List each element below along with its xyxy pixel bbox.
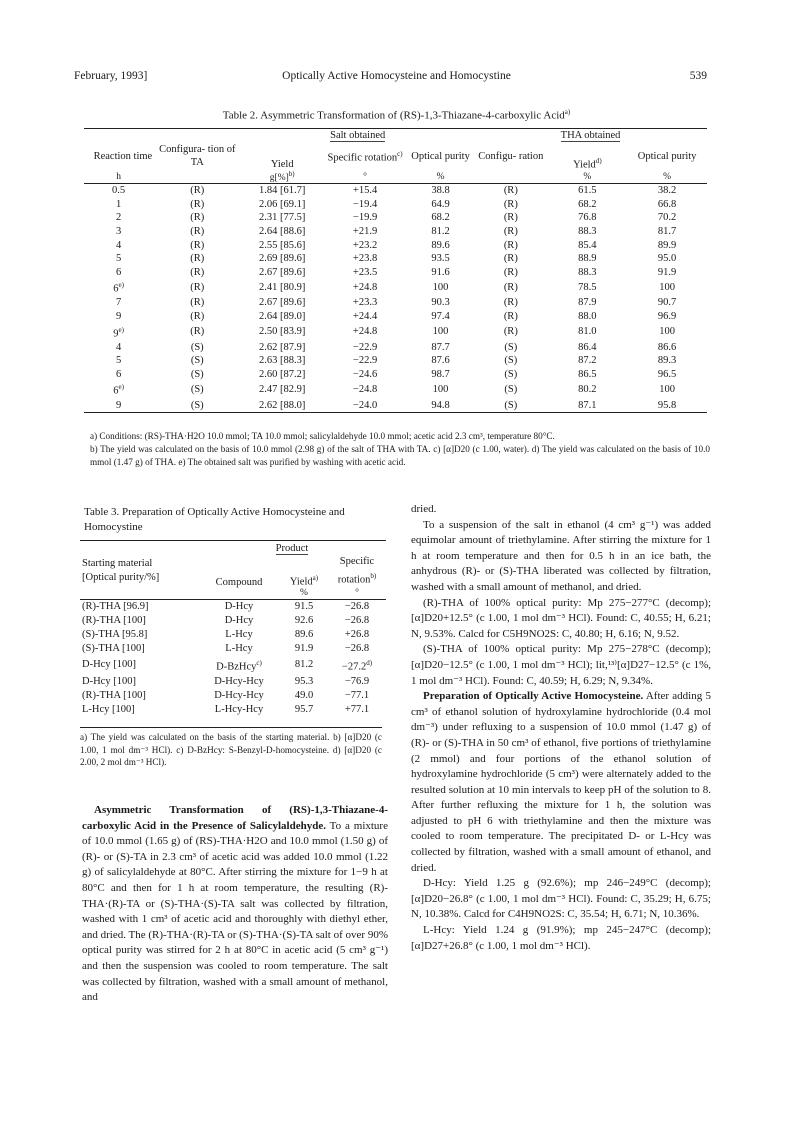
specific-rotation-cell: +24.4 <box>352 311 378 322</box>
compound-cell <box>198 600 280 614</box>
product-yield-cell: 91.9 <box>294 643 314 654</box>
header-date: February, 1993] <box>74 70 148 82</box>
product-rotation-cell <box>328 703 386 717</box>
reaction-time-value: 5 <box>115 253 122 265</box>
starting-material-cell: (S)-THA [95.8] <box>82 629 148 640</box>
compound-cell <box>198 628 280 642</box>
optical-purity-tha-cell: 90.7 <box>657 297 677 309</box>
salt-yield-cell: 2.62 [87.9] <box>259 341 306 353</box>
configuration-tha-cell: (S) <box>504 399 518 411</box>
configuration-ta-cell: (R) <box>190 297 205 309</box>
reaction-time-value: 6 <box>115 368 122 380</box>
salt-yield-header: Yield <box>270 159 294 170</box>
salt-yield-cell: 2.64 [89.0] <box>259 311 306 322</box>
specific-rotation-cell: +23.8 <box>352 253 378 265</box>
product-rotation-value: −26.8 <box>344 643 370 654</box>
reaction-time-cell <box>84 225 153 239</box>
reaction-time-value: 6 <box>113 283 119 295</box>
specific-rotation-cell: −22.9 <box>352 341 378 353</box>
unit-rotation: ° <box>363 171 367 182</box>
compound-cell <box>198 614 280 628</box>
product-rotation-cell <box>328 689 386 703</box>
tha-yield-cell: 87.9 <box>578 297 597 309</box>
optical-purity-tha-cell: 100 <box>659 282 675 294</box>
salt-yield-cell: 2.31 [77.5] <box>259 212 306 224</box>
configuration-ta-cell: (R) <box>190 225 205 237</box>
page-number: 539 <box>689 70 707 82</box>
table2 <box>84 128 707 413</box>
table-row <box>84 341 707 355</box>
table-row <box>80 656 386 675</box>
table3-body <box>80 600 386 717</box>
table-row <box>84 266 707 280</box>
compound-value: D-Hcy-Hcy <box>214 675 264 687</box>
product-rotation-value: −27.2 <box>341 661 367 673</box>
reaction-time-cell <box>84 279 153 296</box>
optical-purity-tha-cell: 81.7 <box>657 225 677 237</box>
configuration-ta-cell: (S) <box>190 341 204 353</box>
optical-purity-salt-cell: 87.7 <box>431 341 450 353</box>
salt-yield-cell: 2.41 [80.9] <box>259 282 306 294</box>
starting-material-cell: (S)-THA [100] <box>82 643 145 654</box>
configuration-tha-cell: (R) <box>503 185 518 197</box>
optical-purity-tha-cell: 86.6 <box>657 341 677 353</box>
reaction-time-value: 3 <box>115 225 122 237</box>
reaction-time-cell <box>84 296 153 310</box>
configuration-ta-cell: (R) <box>190 253 205 265</box>
tha-yield-cell: 87.2 <box>578 355 597 367</box>
paragraph: To a suspension of the salt in ethanol (4 cm³ g⁻¹) was added equimolar amount of triethylamine. After stirring the mixture for 1 h at room temperature and then for 0.5 h in an ice bath, the anhydrous (R)- or (S)-THA liberated was collected by filtration, washed with a small amount of methanol, and dried. <box>411 518 711 593</box>
compound-cell <box>198 675 280 689</box>
starting-material-header: Starting material <box>82 558 153 570</box>
salt-yield-cell: 2.63 [88.3] <box>259 355 306 367</box>
optical-purity-tha-cell: 66.8 <box>657 198 677 210</box>
starting-material-cell: D-Hcy [100] <box>82 659 136 671</box>
product-rotation-cell <box>328 656 386 675</box>
optical-purity-salt-cell: 98.7 <box>431 368 450 380</box>
configuration-ta-cell: (R) <box>190 266 205 278</box>
unit-purity-salt: % <box>436 171 445 182</box>
configuration-tha-cell: (R) <box>503 239 518 251</box>
product-rotation-cell <box>328 614 386 628</box>
reaction-time-value: 4 <box>115 341 122 353</box>
optical-purity-salt-cell: 100 <box>432 384 449 396</box>
optical-purity-salt-cell: 38.8 <box>431 185 450 197</box>
product-yield-cell: 49.0 <box>294 689 314 701</box>
compound-cell <box>198 656 280 675</box>
reaction-time-cell <box>84 252 153 266</box>
tha-yield-cell: 88.9 <box>578 253 597 265</box>
specific-rotation-cell: +23.2 <box>352 239 378 251</box>
optical-purity-salt-cell: 90.3 <box>431 297 450 309</box>
salt-yield-cell: 1.84 [61.7] <box>259 185 306 197</box>
rotation-footnote: d) <box>366 659 373 667</box>
reaction-time-cell <box>84 184 153 198</box>
salt-yield-cell: 2.55 [85.6] <box>259 239 306 251</box>
paragraph: After adding 5 cm³ of ethanol solution of hydroxylamine hydrochloride (0.4 mol dm⁻³) under refluxing to a suspension of 10.0 mmol (1.47 g) of (R)- or (S)-THA in 50 cm³ of ethanol, five portions of triethylamine (2 mmol) and four portions of the ethanol solution of hydroxylamine hydrochloride (5 cm³) were alternately added to the resulted solution at 10 min intervals to keep pH of the solution to 8. After further refluxing the mixture for 1 h, the solution was adjusted to pH 6 with triethylamine and then the mixture was cooled to room temperature. The precipitated D- or L-Hcy was collected by filtration, washed with a small amount of ethanol, and dried. <box>411 690 711 874</box>
optical-purity-tha-cell: 100 <box>659 326 675 338</box>
section-title-homocysteine: Preparation of Optically Active Homocysteine. <box>423 690 644 703</box>
section-title-asymmetric: Asymmetric Transformation of (RS)-1,3-Thiazane-4-carboxylic Acid in the Presence of Salicylaldehyde. <box>82 804 388 832</box>
product-yield-cell: 91.5 <box>294 601 314 612</box>
specific-rotation-cell: +21.9 <box>352 225 378 237</box>
table-row <box>84 211 707 225</box>
table-row <box>80 689 386 703</box>
compound-value: L-Hcy <box>225 643 253 654</box>
table-row <box>84 225 707 239</box>
reaction-time-cell <box>84 310 153 324</box>
optical-purity-tha-header: Optical purity <box>637 150 697 162</box>
reaction-time-cell <box>84 198 153 212</box>
tha-yield-sup: d) <box>595 156 602 165</box>
optical-purity-tha-cell: 70.2 <box>657 212 677 224</box>
starting-material-cell: (R)-THA [100] <box>82 689 146 701</box>
optical-purity-salt-cell: 94.8 <box>431 399 450 411</box>
configuration-tha-cell: (R) <box>503 326 518 338</box>
product-rotation-cell <box>328 600 386 614</box>
reaction-time-value: 5 <box>115 355 122 367</box>
tha-yield-cell: 78.5 <box>578 282 597 294</box>
configuration-tha-cell: (R) <box>503 297 518 309</box>
tha-yield-cell: 80.2 <box>578 384 597 396</box>
tha-yield-header: Yield <box>573 159 596 170</box>
t3-unit-yield: % <box>300 588 308 599</box>
table-row <box>84 239 707 253</box>
specific-rotation-header: Specific rotation <box>327 152 398 164</box>
specific-rotation-sup: c) <box>397 149 403 158</box>
product-rotation-cell <box>328 642 386 656</box>
salt-yield-cell: 2.69 [89.6] <box>259 253 306 265</box>
starting-material-cell: D-Hcy [100] <box>82 675 136 687</box>
reaction-time-cell <box>84 239 153 253</box>
tha-yield-cell: 88.3 <box>578 225 597 237</box>
configuration-ta-cell: (R) <box>190 185 205 197</box>
compound-value: L-Hcy <box>225 629 253 640</box>
specific-rotation-cell: +23.5 <box>352 266 378 278</box>
t3-rotation-header: Specific rotation <box>337 556 375 586</box>
t3-rotation-sup: b) <box>370 572 377 580</box>
reaction-time-value: 2 <box>115 212 122 224</box>
table3-notes: a) The yield was calculated on the basis of the starting material. b) [α]D20 (c 1.00, 1 mol dm⁻³ HCl). c) D-BzHcy: S-Benzyl-D-homocysteine. d) [α]D20 (c 2.00, 2 mol dm⁻³ HCl). <box>80 727 382 769</box>
paragraph: L-Hcy: Yield 1.24 g (91.9%); mp 245−247°C (decomp); [α]D27+26.8° (c 1.00, 1 mol dm⁻³ HCl). <box>411 924 711 952</box>
tha-yield-cell: 86.5 <box>578 368 597 380</box>
table-row <box>80 614 386 628</box>
specific-rotation-cell: −19.9 <box>352 212 378 224</box>
tha-yield-cell: 88.0 <box>578 311 597 322</box>
salt-yield-cell: 2.67 [89.6] <box>259 297 306 309</box>
table3 <box>80 540 386 717</box>
optical-purity-salt-cell: 100 <box>432 282 449 294</box>
configuration-ta-cell: (S) <box>190 384 204 396</box>
table2-caption-sup: a) <box>564 108 571 116</box>
table-row <box>84 296 707 310</box>
product-rotation-value: +26.8 <box>344 629 370 640</box>
product-rotation-cell <box>328 675 386 689</box>
configuration-tha-cell: (R) <box>503 212 518 224</box>
reaction-time-cell <box>84 211 153 225</box>
configuration-ta-cell: (R) <box>190 282 205 294</box>
reaction-time-value: 0.5 <box>112 185 126 197</box>
tha-yield-cell: 68.2 <box>578 198 597 210</box>
paragraph: D-Hcy: Yield 1.25 g (92.6%); mp 246−249°C (decomp); [α]D20−26.8° (c 1.00, 1 mol dm⁻³ HCl). Found: C, 35.29; H, 6.75; N, 10.38%. Calcd for C4H9NO2S: C, 35.54; H, 6.71; N, 10.36%. <box>411 877 711 921</box>
optical-purity-tha-cell: 89.3 <box>657 355 677 367</box>
table2-caption-text: Table 2. Asymmetric Transformation of (RS)-1,3-Thiazane-4-carboxylic Acid <box>222 109 565 122</box>
specific-rotation-cell: +24.8 <box>352 282 378 294</box>
table2-note: a) Conditions: (RS)-THA·H2O 10.0 mmol; TA 10.0 mmol; salicylaldehyde 10.0 mmol; acetic acid 2.3 cm³, temperature 80°C. <box>90 431 555 441</box>
product-rotation-value: −77.1 <box>344 689 370 701</box>
optical-purity-tha-cell: 38.2 <box>657 185 677 197</box>
reaction-time-value: 9 <box>113 328 119 340</box>
unit-time: h <box>116 171 121 182</box>
tha-yield-cell: 87.1 <box>578 399 597 411</box>
table-row <box>84 184 707 198</box>
compound-cell <box>198 642 280 656</box>
configuration-tha-cell: (R) <box>503 198 518 210</box>
t3-yield-sup: a) <box>312 574 319 582</box>
reaction-time-value: 1 <box>115 198 122 210</box>
optical-purity-salt-cell: 91.6 <box>431 266 450 278</box>
specific-rotation-cell: −22.9 <box>352 355 378 367</box>
configuration-tha-header: Configu- ration <box>478 150 544 162</box>
configuration-ta-cell: (S) <box>190 368 204 380</box>
table2-body <box>84 184 707 413</box>
product-rotation-value: −26.8 <box>344 601 370 612</box>
specific-rotation-cell: +24.8 <box>352 326 378 338</box>
configuration-tha-cell: (R) <box>503 253 518 265</box>
reaction-time-cell <box>84 324 153 341</box>
paragraph: (S)-THA of 100% optical purity: Mp 275−278°C (decomp); [α]D20−12.5° (c 1.00, 1 mol dm⁻³ HCl); lit,¹³⁾[α]D27−12.5° (c 1%, 1 mol dm⁻³ HCl). Found: C, 40.59; H, 6.29; N, 9.34%. <box>411 643 711 687</box>
configuration-tha-cell: (R) <box>503 282 518 294</box>
salt-yield-cell: 2.47 [82.9] <box>259 384 306 396</box>
configuration-tha-cell: (R) <box>503 311 518 322</box>
reaction-time-cell <box>84 341 153 355</box>
configuration-ta-cell: (S) <box>190 355 204 367</box>
reaction-time-value: 4 <box>115 239 122 251</box>
product-rotation-value: +77.1 <box>344 703 370 715</box>
specific-rotation-cell: −19.4 <box>352 198 378 210</box>
starting-material-cell: (R)-THA [96.9] <box>82 601 149 612</box>
table-row <box>80 703 386 717</box>
configuration-tha-cell: (R) <box>503 225 518 237</box>
table2-note: b) The yield was calculated on the basis of 10.0 mmol (2.98 g) of the salt of THA with TA. c) [α]D20 (c 1.00, water). d) The yield was calculated on the basis of 10.0 mmol (1.47 g) of THA. e) The obtained salt was purified by washing with acetic acid. <box>90 444 710 467</box>
product-yield-cell: 95.7 <box>294 703 314 715</box>
unit-yield-tha: % <box>583 171 592 182</box>
product-rotation-value: −76.9 <box>344 675 370 687</box>
configuration-ta-cell: (R) <box>190 198 205 210</box>
reaction-time-cell <box>84 399 153 413</box>
product-rotation-value: −26.8 <box>344 615 370 626</box>
table2-caption <box>0 108 793 122</box>
table2-notes <box>90 430 710 469</box>
configuration-tha-cell: (S) <box>504 384 518 396</box>
table-row <box>80 628 386 642</box>
paragraph: (R)-THA of 100% optical purity: Mp 275−277°C (decomp); [α]D20+12.5° (c 1.00, 1 mol dm⁻³ HCl). Found: C, 40.55; H, 6.21; N, 9.53%. Calcd for C5H9NO2S: C, 40.80; H, 6.16; N, 9.52. <box>411 596 711 640</box>
header-title: Optically Active Homocysteine and Homocystine <box>282 70 511 82</box>
product-yield-cell: 89.6 <box>294 629 314 640</box>
table-row <box>84 381 707 398</box>
configuration-ta-cell: (R) <box>190 239 205 251</box>
optical-purity-tha-cell: 96.9 <box>657 311 677 322</box>
table-row <box>84 198 707 212</box>
optical-purity-tha-cell: 100 <box>659 384 675 396</box>
compound-footnote: c) <box>256 659 262 667</box>
table-row <box>84 252 707 266</box>
specific-rotation-cell: −24.8 <box>352 384 378 396</box>
specific-rotation-cell: +15.4 <box>352 185 378 197</box>
table-row <box>80 600 386 614</box>
tha-yield-cell: 85.4 <box>578 239 597 251</box>
product-rotation-cell <box>328 628 386 642</box>
left-column <box>82 803 388 1006</box>
reaction-time-cell <box>84 368 153 382</box>
optical-purity-tha-cell: 95.0 <box>657 253 677 265</box>
configuration-tha-cell: (S) <box>504 368 518 380</box>
configuration-ta-cell: (R) <box>190 311 205 322</box>
reaction-time-footnote: e) <box>118 325 124 334</box>
salt-yield-cell: 2.67 [89.6] <box>259 266 306 278</box>
reaction-time-cell <box>84 354 153 368</box>
reaction-time-value: 9 <box>115 399 122 411</box>
salt-obtained-header: Salt obtained <box>330 130 386 141</box>
table-row <box>84 310 707 324</box>
compound-value: D-BzHcy <box>216 661 257 673</box>
configuration-tha-cell: (R) <box>503 266 518 278</box>
starting-material-cell: L-Hcy [100] <box>82 703 135 715</box>
table-row <box>84 399 707 413</box>
specific-rotation-cell: +23.3 <box>352 297 378 309</box>
compound-value: D-Hcy-Hcy <box>214 689 264 701</box>
optical-purity-tha-cell: 91.9 <box>657 266 677 278</box>
optical-purity-tha-cell: 95.8 <box>657 399 677 411</box>
compound-value: L-Hcy-Hcy <box>214 703 264 715</box>
compound-value: D-Hcy <box>224 615 254 626</box>
table-row <box>80 642 386 656</box>
reaction-time-cell <box>84 266 153 280</box>
reaction-time-cell <box>84 381 153 398</box>
starting-material-subheader: [Optical purity/%] <box>82 572 160 584</box>
configuration-tha-cell: (S) <box>504 355 518 367</box>
optical-purity-salt-cell: 93.5 <box>431 253 450 265</box>
optical-purity-salt-cell: 97.4 <box>431 311 450 322</box>
salt-yield-cell: 2.62 [88.0] <box>259 399 306 411</box>
unit-purity-tha: % <box>663 171 672 182</box>
compound-value: D-Hcy <box>224 601 254 612</box>
compound-cell <box>198 689 280 703</box>
tha-yield-cell: 61.5 <box>578 185 597 197</box>
optical-purity-salt-cell: 100 <box>432 326 449 338</box>
table-row <box>80 675 386 689</box>
optical-purity-salt-cell: 68.2 <box>431 212 450 224</box>
optical-purity-salt-cell: 81.2 <box>431 225 450 237</box>
configuration-ta-cell: (R) <box>190 326 205 338</box>
unit-yield: g[%] <box>269 173 289 184</box>
configuration-ta-header: Configura- tion of TA <box>159 144 236 168</box>
right-column <box>411 502 711 954</box>
tha-obtained-header: THA obtained <box>560 130 621 141</box>
table-row <box>84 279 707 296</box>
table-row <box>84 324 707 341</box>
compound-cell <box>198 703 280 717</box>
reaction-time-value: 6 <box>113 385 119 397</box>
reaction-time-value: 7 <box>115 297 122 309</box>
tha-yield-cell: 76.8 <box>578 212 597 224</box>
table-row <box>84 354 707 368</box>
specific-rotation-cell: −24.6 <box>352 368 378 380</box>
salt-yield-cell: 2.60 [87.2] <box>259 368 306 380</box>
configuration-ta-cell: (S) <box>190 399 204 411</box>
configuration-ta-cell: (R) <box>190 212 205 224</box>
table3-caption: Table 3. Preparation of Optically Active Homocysteine and Homocystine <box>84 506 345 533</box>
left-body: To a mixture of 10.0 mmol (1.65 g) of (RS)-THA·H2O and 10.0 mmol (1.50 g) of (R)- or (S)-TA in 2.3 cm³ of acetic acid was added 10.0 mmol (1.22 g) of salicylaldehyde at 80°C. After stirring the mixture for 1−9 h at 80°C and then for 1 h at room temperature, the resulting (R)-THA·(R)-TA or (S)-THA·(S)-TA salt was collected by filtration, washed with 1 cm³ of acetic acid and thoroughly with diethyl ether, and dried. The (R)-THA·(R)-TA or (S)-THA·(S)-TA salt of over 90% optical purity was stirred for 2 h at 80°C in acetic acid (5 cm³ g⁻¹) and then the suspension was cooled to room temperature. The salt was collected by filtration, washed with a small amount of methanol, and <box>82 819 388 1004</box>
product-yield-cell: 81.2 <box>294 659 314 671</box>
paragraph: dried. <box>411 503 437 515</box>
specific-rotation-cell: −24.0 <box>352 399 378 411</box>
product-yield-cell: 92.6 <box>294 615 314 626</box>
reaction-time-footnote: e) <box>118 383 124 392</box>
optical-purity-tha-cell: 89.9 <box>657 239 677 251</box>
reaction-time-value: 6 <box>115 266 122 278</box>
tha-yield-cell: 81.0 <box>578 326 597 338</box>
table-row <box>84 368 707 382</box>
product-header: Product <box>275 542 309 554</box>
starting-material-cell: (R)-THA [100] <box>82 615 146 626</box>
optical-purity-tha-cell: 96.5 <box>657 368 677 380</box>
compound-header: Compound <box>215 576 263 588</box>
reaction-time-footnote: e) <box>118 281 124 290</box>
optical-purity-salt-cell: 64.9 <box>431 198 450 210</box>
salt-yield-cell: 2.50 [83.9] <box>259 326 306 338</box>
t3-yield-header: Yield <box>289 576 313 588</box>
salt-yield-cell: 2.06 [69.1] <box>259 198 306 210</box>
product-yield-cell: 95.3 <box>294 675 314 687</box>
reaction-time-value: 9 <box>115 311 122 322</box>
salt-yield-cell: 2.64 [88.6] <box>259 225 306 237</box>
unit-yield-sup: b) <box>288 170 295 178</box>
reaction-time-header: Reaction time <box>93 150 153 162</box>
optical-purity-salt-header: Optical purity <box>411 150 470 162</box>
t3-unit-rotation: ° <box>355 588 359 599</box>
optical-purity-salt-cell: 89.6 <box>431 239 450 251</box>
tha-yield-cell: 86.4 <box>578 341 597 353</box>
tha-yield-cell: 88.3 <box>578 266 597 278</box>
configuration-tha-cell: (S) <box>504 341 518 353</box>
optical-purity-salt-cell: 87.6 <box>431 355 450 367</box>
